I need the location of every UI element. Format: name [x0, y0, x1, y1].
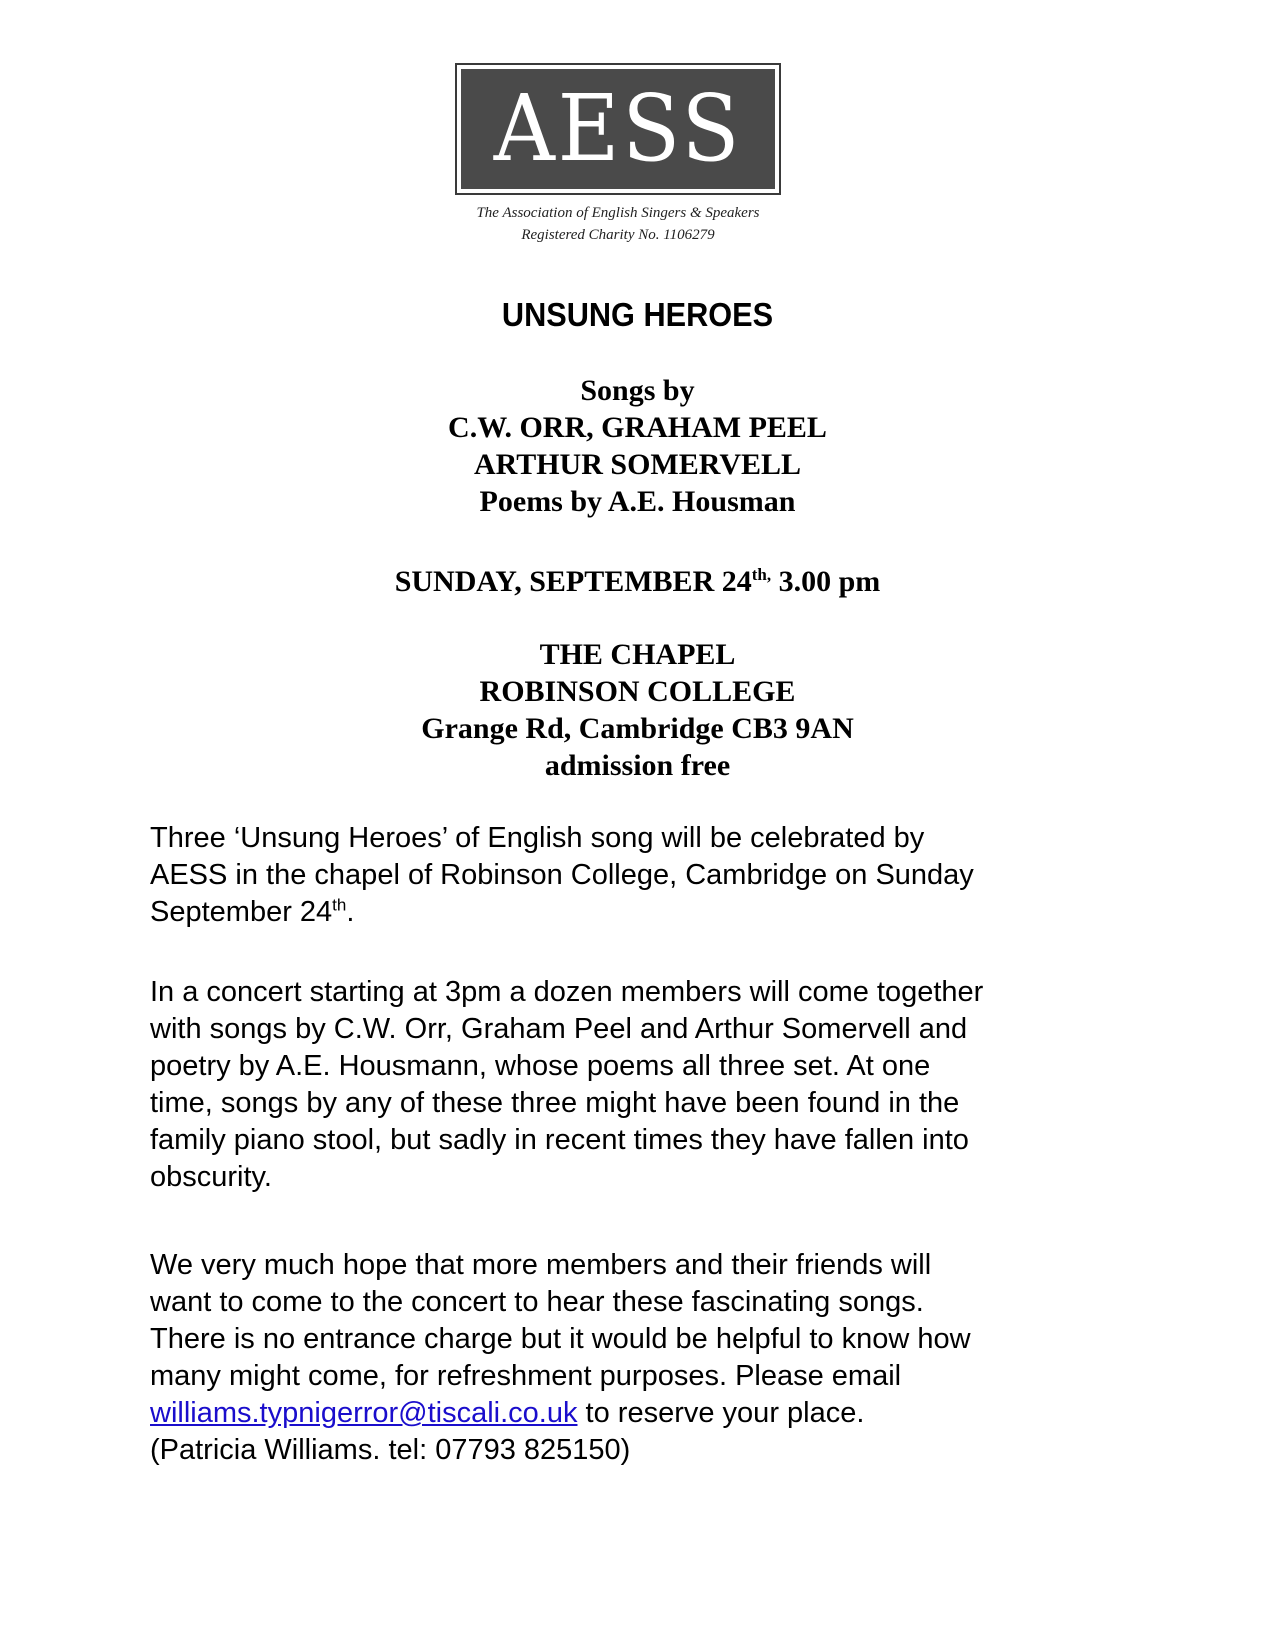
email-line [150, 1395, 1090, 1432]
composers-block [200, 372, 1075, 520]
invitation-paragraph [150, 1247, 1090, 1469]
intro-line: Three ‘Unsung Heroes’ of English song will be celebrated by [150, 822, 925, 854]
logo-caption [400, 202, 836, 246]
contact-line: (Patricia Williams. tel: 07793 825150) [150, 1434, 631, 1466]
intro-date-ordinal: th [332, 895, 347, 915]
venue-block [200, 636, 1075, 784]
admission-note: admission free [544, 749, 731, 782]
concert-line: In a concert starting at 3pm a dozen members will come together [150, 976, 984, 1008]
email-link[interactable]: williams.typnigerror@tiscali.co.uk [150, 1397, 578, 1429]
event-date [200, 563, 1075, 600]
venue-name: THE CHAPEL [539, 638, 736, 671]
intro-date: September 24 [150, 896, 333, 928]
intro-paragraph [150, 820, 1090, 931]
concert-line: obscurity. [150, 1161, 272, 1193]
intro-line: AESS in the chapel of Robinson College, Cambridge on Sunday [150, 859, 974, 891]
concert-paragraph [150, 974, 1090, 1196]
poems-by-line: Poems by A.E. Housman [479, 485, 796, 518]
concert-line: with songs by C.W. Orr, Graham Peel and Arthur Somervell and [150, 1013, 968, 1045]
invitation-line: There is no entrance charge but it would be helpful to know how [150, 1323, 971, 1355]
concert-line: time, songs by any of these three might have been found in the [150, 1087, 960, 1119]
aess-logo [455, 63, 781, 195]
reserve-text: to reserve your place. [577, 1397, 865, 1429]
invitation-line: many might come, for refreshment purposes. Please email [150, 1360, 902, 1392]
invitation-line: want to come to the concert to hear these fascinating songs. [150, 1286, 924, 1318]
charity-number: Registered Charity No. 1106279 [521, 227, 715, 243]
date-text: SUNDAY, SEPTEMBER 24 [394, 565, 752, 598]
concert-line: family piano stool, but sadly in recent times they have fallen into [150, 1124, 969, 1156]
logo-text: AESS [493, 75, 743, 182]
concert-line: poetry by A.E. Housmann, whose poems all three set. At one [150, 1050, 931, 1082]
logo-panel [461, 69, 775, 189]
venue-college: ROBINSON COLLEGE [479, 675, 796, 708]
association-name: The Association of English Singers & Speakers [476, 205, 760, 221]
venue-address: Grange Rd, Cambridge CB3 9AN [421, 712, 854, 745]
composers-line-2: ARTHUR SOMERVELL [473, 448, 802, 481]
songs-by-label: Songs by [580, 374, 695, 407]
intro-line [150, 894, 1090, 931]
event-time: 3.00 pm [771, 565, 881, 598]
composers-line-1: C.W. ORR, GRAHAM PEEL [448, 411, 827, 444]
page-title: UNSUNG HEROES [501, 296, 774, 333]
date-ordinal: th, [751, 565, 772, 584]
intro-date-end: . [346, 896, 355, 928]
invitation-line: We very much hope that more members and their friends will [150, 1249, 932, 1281]
